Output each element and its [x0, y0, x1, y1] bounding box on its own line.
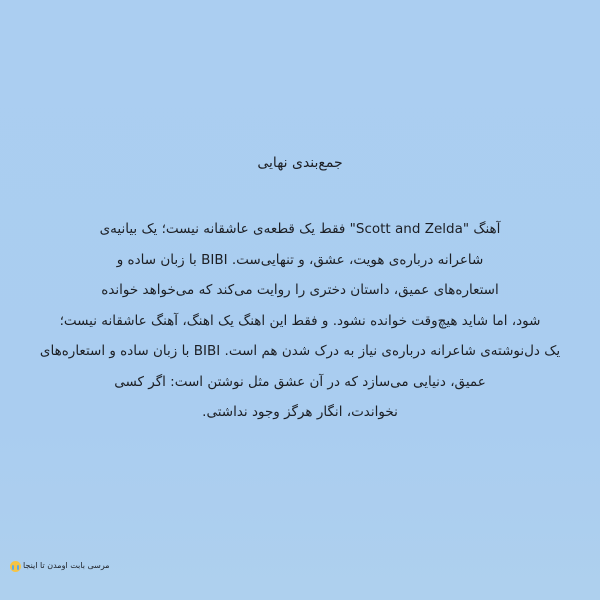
footer-caption	[10, 560, 110, 572]
body-line: شاعرانه درباره‌ی هویت، عشق، و تنهایی‌ست. BIBI با زبان ساده و	[116, 251, 484, 268]
body-line: استعاره‌های عمیق، داستان دختری را روایت می‌کند که می‌خواهد خوانده	[101, 282, 499, 298]
body-line: عمیق، دنیایی می‌سازد که در آن عشق مثل نوشتن است: اگر کسی	[114, 373, 486, 390]
body-line: آهنگ "Scott and Zelda" فقط یک قطعه‌ی عاشقانه نیست؛ یک بیانیه‌ی	[99, 221, 501, 237]
crying-face-icon	[10, 561, 21, 572]
slide-body	[20, 214, 580, 428]
body-line: شود، اما شاید هیچ‌وقت خوانده نشود. و فقط این اهنگ یک اهنگ، آهنگ عاشقانه نیست؛	[59, 312, 541, 329]
body-line: نخواندت، انگار هرگز وجود نداشتی.	[202, 404, 398, 420]
body-line: یک دل‌نوشته‌ی شاعرانه درباره‌ی نیاز به درک شدن هم است. BIBI با زبان ساده و استعاره‌های	[39, 343, 561, 359]
slide-title: جمع‌بندی نهایی	[257, 155, 343, 171]
caption-text: مرسی بابت اومدن تا اینجا	[23, 561, 110, 570]
